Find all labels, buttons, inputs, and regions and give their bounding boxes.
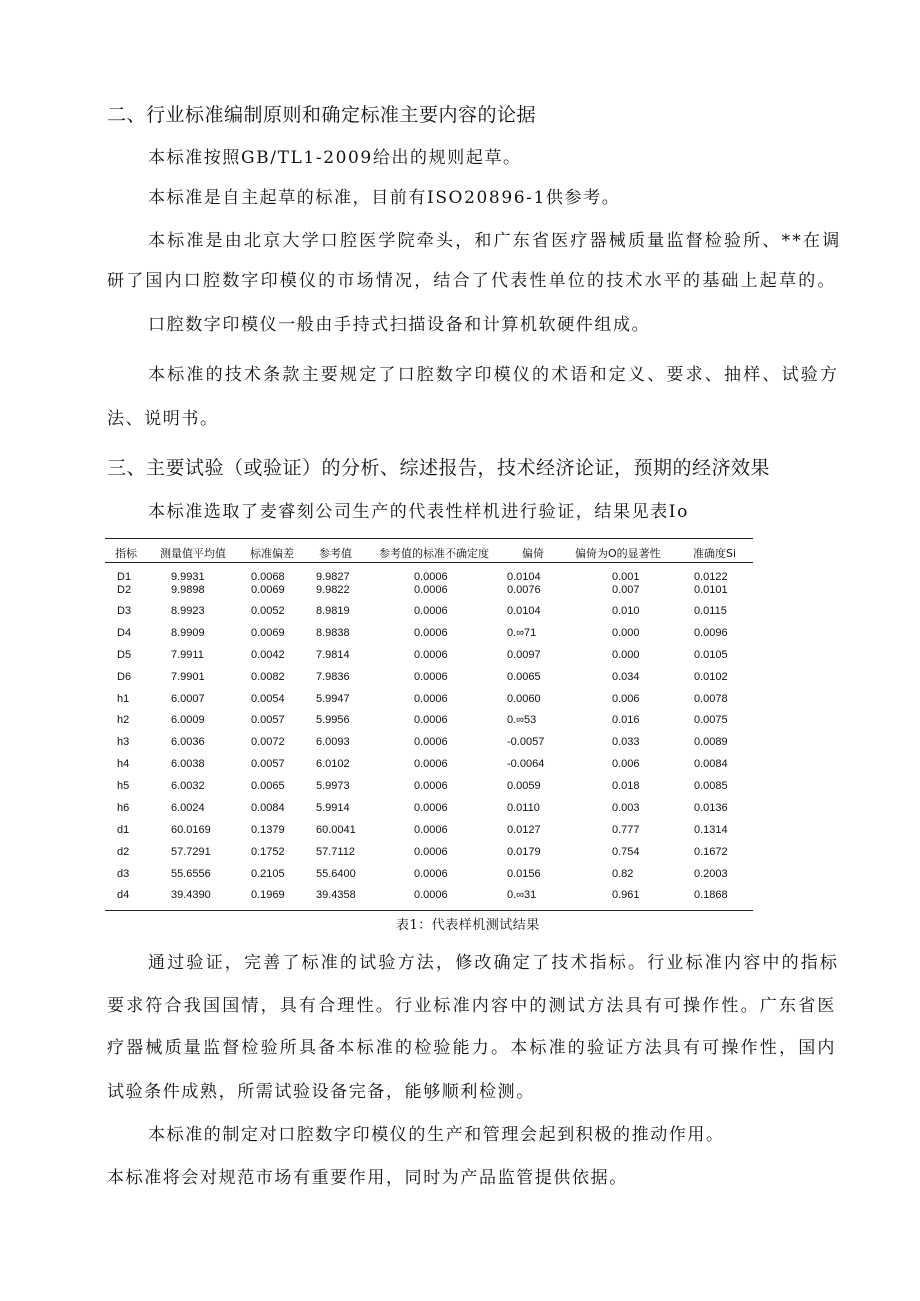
table-cell: 0.0057: [251, 758, 285, 770]
table-cell: 0.0068: [251, 571, 285, 583]
paragraph: 本标准按照GB/TL1-2009给出的规则起草。: [148, 148, 522, 168]
table-row-label: d4: [117, 889, 130, 901]
table-cell: 0.0065: [507, 671, 541, 683]
paragraph: 口腔数字印模仪一般由手持式扫描设备和计算机软硬件组成。: [148, 315, 651, 335]
table-cell: 0.0072: [251, 736, 285, 748]
table-cell: 9.9827: [316, 571, 350, 583]
table-row-label: d3: [117, 868, 130, 880]
table-cell: 0.016: [612, 714, 640, 726]
section-2-heading: 二、行业标准编制原则和确定标准主要内容的论据: [107, 104, 537, 126]
table-cell: 0.∞53: [507, 714, 537, 726]
table-cell: 0.000: [612, 627, 640, 639]
table-row-label: D3: [117, 605, 132, 617]
paragraph: 法、说明书。: [107, 409, 219, 429]
paragraph: 通过验证，完善了标准的试验方法，修改确定了技术指标。行业标准内容中的指标: [148, 953, 840, 973]
section-3-heading: 三、主要试验（或验证）的分析、综述报告，技术经济论证，预期的经济效果: [107, 457, 771, 479]
table-cell: 8.9819: [316, 605, 350, 617]
table-cell: 0.0069: [251, 584, 285, 596]
paragraph: 研了国内口腔数字印模仪的市场情况，结合了代表性单位的技术水平的基础上起草的。: [107, 271, 837, 291]
table-cell: 6.0102: [316, 758, 350, 770]
table-cell: 0.000: [612, 649, 640, 661]
table-cell: 0.010: [612, 605, 640, 617]
table-header-cell: 测量值平均值: [160, 547, 226, 560]
table-cell: 0.0006: [414, 802, 448, 814]
table-caption: 表1：代表样机测试结果: [396, 918, 540, 933]
table-cell: 8.9923: [171, 605, 205, 617]
table-cell: 0.∞31: [507, 889, 537, 901]
table-cell: 0.2105: [251, 868, 285, 880]
table-cell: 7.9911: [171, 649, 204, 661]
table-cell: 0.0042: [251, 649, 285, 661]
table-cell: 0.0006: [414, 571, 448, 583]
table-cell: 0.006: [612, 758, 640, 770]
table-cell: 6.0036: [171, 736, 205, 748]
paragraph: 本标准选取了麦睿刻公司生产的代表性样机进行验证，结果见表Io: [148, 502, 689, 522]
table-cell: 6.0024: [171, 802, 205, 814]
table-cell: 0.0105: [694, 649, 728, 661]
table-cell: 60.0169: [171, 824, 211, 836]
table-cell: 0.0065: [251, 780, 285, 792]
table-cell: 8.9838: [316, 627, 350, 639]
table-cell: 0.1314: [694, 824, 728, 836]
table-cell: 0.0089: [694, 736, 728, 748]
paragraph: 本标准是自主起草的标准，目前有ISO20896-1供参考。: [148, 188, 621, 208]
table-cell: 0.0084: [251, 802, 285, 814]
table-cell: 0.0101: [694, 584, 728, 596]
table-row-label: D2: [117, 584, 132, 596]
table-cell: 0.0127: [507, 824, 541, 836]
paragraph: 要求符合我国国情，具有合理性。行业标准内容中的测试方法具有可操作性。广东省医: [107, 996, 837, 1016]
table-cell: 0.0060: [507, 693, 541, 705]
table-cell: 0.1868: [694, 889, 728, 901]
table-cell: 0.0006: [414, 868, 448, 880]
table-cell: 0.0156: [507, 868, 541, 880]
table-cell: 0.1969: [251, 889, 285, 901]
table-header-cell: 偏倚为O的显著性: [575, 547, 661, 560]
table-cell: 7.9836: [316, 671, 350, 683]
table-row-label: h4: [117, 758, 130, 770]
table-cell: 0.0054: [251, 693, 285, 705]
table-header-cell: 参考值: [319, 547, 352, 560]
table-cell: 0.0102: [694, 671, 728, 683]
table-cell: 9.9898: [171, 584, 205, 596]
table-cell: 0.0104: [507, 571, 541, 583]
table-cell: 5.9914: [316, 802, 350, 814]
table-cell: 6.0007: [171, 693, 205, 705]
table-cell: 0.1672: [694, 846, 728, 858]
table-cell: 0.0097: [507, 649, 541, 661]
table-cell: 0.0085: [694, 780, 728, 792]
table-cell: 0.006: [612, 693, 640, 705]
table-cell: 0.0069: [251, 627, 285, 639]
table-cell: 0.961: [612, 889, 640, 901]
table-cell: 0.0006: [414, 671, 448, 683]
table-cell: -0.0057: [507, 736, 545, 748]
table-cell: 6.0009: [171, 714, 205, 726]
table-cell: 0.0006: [414, 693, 448, 705]
table-row-label: h5: [117, 780, 130, 792]
table-cell: 0.0122: [694, 571, 728, 583]
table-header-cell: 标准偏差: [250, 547, 294, 560]
table-header-cell: 参考值的标准不确定度: [379, 547, 489, 560]
table-cell: 0.0052: [251, 605, 285, 617]
table-cell: 0.0078: [694, 693, 728, 705]
table-cell: 57.7112: [316, 846, 355, 858]
table-cell: 6.0038: [171, 758, 205, 770]
table-cell: -0.0064: [507, 758, 545, 770]
table-cell: 5.9973: [316, 780, 350, 792]
table-top-rule: [105, 538, 753, 539]
table-cell: 0.1379: [251, 824, 285, 836]
table-row-label: h3: [117, 736, 130, 748]
table-cell: 0.754: [612, 846, 640, 858]
table-cell: 39.4358: [316, 889, 356, 901]
table-cell: 5.9947: [316, 693, 350, 705]
table-cell: 0.0006: [414, 627, 448, 639]
table-cell: 0.0076: [507, 584, 541, 596]
table-cell: 0.003: [612, 802, 640, 814]
table-cell: 6.0093: [316, 736, 350, 748]
table-cell: 0.2003: [694, 868, 728, 880]
table-header-cell: 指标: [115, 547, 137, 560]
table-cell: 0.0006: [414, 780, 448, 792]
paragraph: 本标准的技术条款主要规定了口腔数字印模仪的术语和定义、要求、抽样、试验方: [148, 365, 840, 385]
table-row-label: h6: [117, 802, 130, 814]
table-header-cell: 偏倚: [522, 547, 544, 560]
table-cell: 6.0032: [171, 780, 205, 792]
table-cell: 9.9822: [316, 584, 350, 596]
table-cell: 0.0006: [414, 714, 448, 726]
table-cell: 0.0075: [694, 714, 728, 726]
table-cell: 39.4390: [171, 889, 211, 901]
paragraph: 本标准将会对规范市场有重要作用，同时为产品监管提供依据。: [107, 1168, 628, 1188]
table-cell: 0.0104: [507, 605, 541, 617]
table-cell: 0.82: [612, 868, 634, 880]
paragraph: 本标准是由北京大学口腔医学院牵头，和广东省医疗器械质量监督检验所、**在调: [148, 231, 842, 251]
table-cell: 0.0136: [694, 802, 728, 814]
table-cell: 0.0006: [414, 605, 448, 617]
table-cell: 0.1752: [251, 846, 285, 858]
table-cell: 0.0006: [414, 758, 448, 770]
table-row-label: h1: [117, 693, 130, 705]
table-cell: 0.0110: [507, 802, 540, 814]
table-row-label: h2: [117, 714, 130, 726]
table-cell: 0.018: [612, 780, 640, 792]
table-cell: 0.0096: [694, 627, 728, 639]
table-header-cell: 准确度Si: [693, 547, 737, 560]
table-cell: 0.0006: [414, 736, 448, 748]
table-cell: 57.7291: [171, 846, 211, 858]
table-cell: 0.0059: [507, 780, 541, 792]
table-cell: 7.9901: [171, 671, 205, 683]
table-cell: 60.0041: [316, 824, 356, 836]
table-cell: 0.∞71: [507, 627, 537, 639]
table-cell: 0.0006: [414, 846, 448, 858]
table-bottom-rule: [105, 910, 753, 911]
table-cell: 0.0006: [414, 889, 448, 901]
paragraph: 试验条件成熟，所需试验设备完备，能够顺利检测。: [107, 1082, 535, 1102]
table-cell: 0.0082: [251, 671, 285, 683]
table-cell: 0.007: [612, 584, 640, 596]
table-cell: 0.0084: [694, 758, 728, 770]
table-cell: 7.9814: [316, 649, 350, 661]
table-cell: 0.0115: [694, 605, 727, 617]
table-cell: 0.0006: [414, 584, 448, 596]
table-cell: 0.777: [612, 824, 640, 836]
table-row-label: D5: [117, 649, 132, 661]
table-cell: 0.0006: [414, 649, 448, 661]
table-cell: 0.0006: [414, 824, 448, 836]
paragraph: 本标准的制定对口腔数字印模仪的生产和管理会起到积极的推动作用。: [148, 1125, 725, 1145]
table-row-label: d2: [117, 846, 130, 858]
table-row-label: d1: [117, 824, 130, 836]
table-row-label: D1: [117, 571, 132, 583]
table-cell: 0.0179: [507, 846, 541, 858]
table-cell: 9.9931: [171, 571, 205, 583]
table-row-label: D6: [117, 671, 132, 683]
table-cell: 0.034: [612, 671, 640, 683]
table-cell: 0.0057: [251, 714, 285, 726]
table-row-label: D4: [117, 627, 132, 639]
table-header-rule: [105, 562, 753, 563]
table-cell: 0.001: [612, 571, 640, 583]
table-cell: 8.9909: [171, 627, 205, 639]
table-cell: 0.033: [612, 736, 640, 748]
paragraph: 疗器械质量监督检验所具备本标准的检验能力。本标准的验证方法具有可操作性，国内: [107, 1038, 837, 1058]
table-cell: 55.6556: [171, 868, 211, 880]
table-cell: 55.6400: [316, 868, 356, 880]
table-cell: 5.9956: [316, 714, 350, 726]
